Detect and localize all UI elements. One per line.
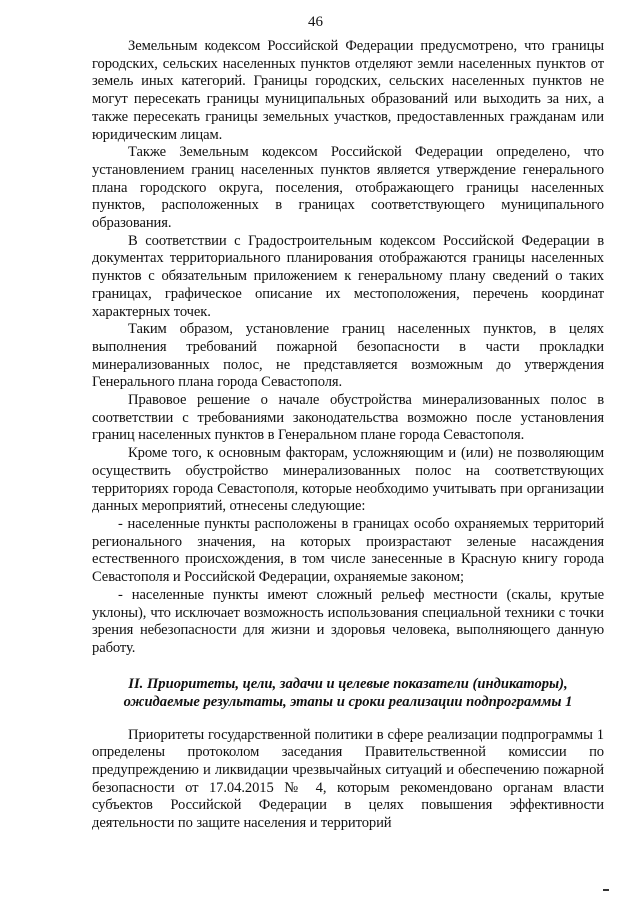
paragraph-land-code-boundaries: Земельным кодексом Российской Федерации предусмотрено, что границы городских, сельских населенных пунктов отделяют земли населенных пунктов от земель иных категорий. Границы городских, сельских населенных пунктов не могут пересекать границы муниципальных образований или выходить за них, а также пересекать границы земельных участков, предоставленных гражданам или юридическим лицам. bbox=[92, 38, 604, 143]
paragraph-urban-planning-code: В соответствии с Градостроительным кодексом Российской Федерации в документах территориального планирования отображаются границы населенных пунктов с обязательным приложением к генеральному плану сведений о таких границах, графическое описание их местоположения, перечень координат характерных точек. bbox=[92, 232, 604, 320]
paragraph-land-code-general-plan: Также Земельным кодексом Российской Федерации определено, что установлением границ населенных пунктов является утверждение генерального плана городского округа, поселения, отображающего границы населенных пунктов, расположенных в границах соответствующего муниципального образования. bbox=[92, 144, 604, 232]
section-heading-line-1: II. Приоритеты, цели, задачи и целевые показатели (индикаторы), bbox=[128, 675, 568, 692]
list-item-protected-territories: - населенные пункты расположены в границах особо охраняемых территорий регионального значения, на которых произрастают зеленые насаждения естественного происхождения, в том числе занесенные в Красную книгу города Севастополя и Российской Федерации, охраняемые законом; bbox=[92, 515, 604, 586]
scan-mark bbox=[603, 889, 609, 891]
paragraph-state-policy-priorities: Приоритеты государственной политики в сфере реализации подпрограммы 1 определены протоколом заседания Правительственной комиссии по предупреждению и ликвидации чрезвычайных ситуаций и обеспечению пожарной безопасности от 17.04.2015 № 4, которым рекомендовано органам власти субъектов Российской Федерации в целях повышения эффективности деятельности по защите населения и территорий bbox=[92, 726, 604, 832]
paragraph-legal-decision: Правовое решение о начале обустройства минерализованных полос в соответствии с требованиями законодательства возможно после установления границ населенных пунктов в Генеральном плане города Севастополя. bbox=[92, 392, 604, 444]
paragraph-factors-intro: Кроме того, к основным факторам, усложняющим и (или) не позволяющим осуществить обустройство минерализованных полос на соответствующих территориях города Севастополя, которые необходимо учитывать при организации данных мероприятий, отнесены следующие: bbox=[92, 445, 604, 515]
page-number: 46 bbox=[308, 14, 323, 30]
paragraph-conclusion-boundaries: Таким образом, установление границ населенных пунктов, в целях выполнения требований пожарной безопасности в части прокладки минерализованных полос, не представляется возможным до утверждения Генерального плана города Севастополя. bbox=[92, 321, 604, 391]
page-body bbox=[92, 38, 604, 833]
section-heading-line-2: ожидаемые результаты, этапы и сроки реализации подпрограммы 1 bbox=[123, 693, 573, 710]
list-item-complex-relief: - населенные пункты имеют сложный рельеф местности (скалы, крутые уклоны), что исключает возможность использования специальной техники с точки зрения небезопасности для жизни и здоровья человека, выполняющего данную работу. bbox=[92, 586, 604, 656]
section-heading bbox=[92, 675, 604, 711]
